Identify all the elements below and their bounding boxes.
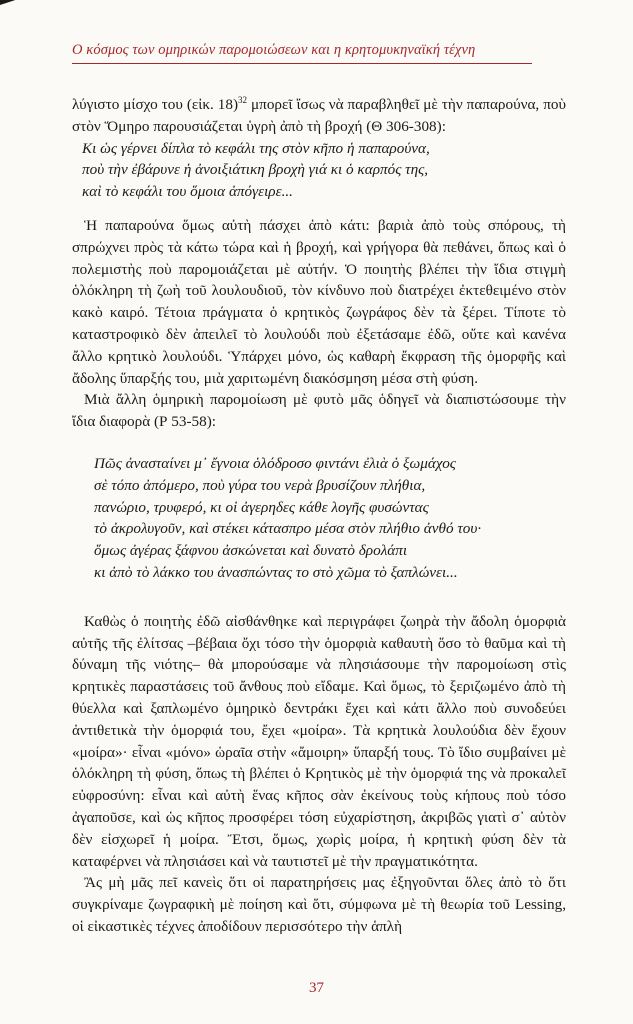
page-number: 37: [309, 980, 324, 996]
paragraph-1-rest: μπορεῖ ἴσως νὰ παραβληθεῖ μὲ τὴν παπαρούνα, ποὺ στὸν Ὅμηρο παρουσιάζεται ὑγρὴ ἀπὸ τὴ βροχή (Θ 306-308):: [72, 96, 566, 135]
paragraph-5: Ἂς μὴ μᾶς πεῖ κανεὶς ὅτι οἱ παρατηρήσεις μας ἐξηγοῦνται ὅλες ἀπὸ τὸ ὅτι συγκρίναμε ζωγραφικὴ μὲ ποίηση καὶ ὅτι, σύμφωνα μὲ τὴ θεωρία τοῦ Lessing, οἱ εἰκαστικὲς τέχνες ἀποδίδουν περισσότερο τὴν ἁπλὴ: [72, 874, 566, 935]
verse-line: πανώριο, τρυφερό, κι οἱ ἀγερηδες κάθε λογῆς φυσώντας: [94, 498, 429, 516]
paragraph-1: [72, 94, 566, 138]
paragraph-2: Ἡ παπαρούνα ὅμως αὐτὴ πάσχει ἀπὸ κάτι: βαριὰ ἀπὸ τοὺς σπόρους, τὴ σπρώχνει πρὸς τὰ κάτω τώρα καὶ ἡ βροχή, καὶ γρήγορα θὰ πεθάνει, ὅπως καὶ ὁ πολεμιστὴς ποὺ παρομοιάζεται μὲ αὐτήν. Ὁ ποιητὴς βλέπει τὴν ἴδια στιγμὴ ὁλόκληρη τὴ ζωὴ τοῦ λουλουδιοῦ, τὸν κίνδυνο ποὺ διατρέχει ἐκτεθειμένο στὸν κακὸ καιρό. Τέτοια πράγματα ὁ κρητικὸς ζωγράφος δὲν τὰ ξέρει. Τίποτε τὸ καταστροφικὸ δὲν ἀπειλεῖ τὸ λουλούδι ποὺ ἐξετάσαμε ἐδῶ, οὔτε καὶ κανένα ἄλλο κρητικὸ λουλούδι. Ὑπάρχει μόνο, ὡς καθαρὴ ἔκφραση τῆς ὁμορφῆς καὶ ἄδολης ὕπαρξής του, μιὰ χαριτωμένη διακόσμηση μέσα στὴ φύση.: [72, 216, 566, 387]
paragraph-4: Καθὼς ὁ ποιητὴς ἐδῶ αἰσθάνθηκε καὶ περιγράφει ζωηρὰ τὴν ἄδολη ὁμορφιὰ αὐτῆς τῆς ἐλίτσας –βέβαια ὄχι τόσο τὴν ὁμορφιὰ καθαυτὴ ὅσο τὸ θαῦμα καὶ τὴ δύναμη τῆς νιότης– θὰ μπορούσαμε νὰ πλησιάσουμε τὴν παρομοίωση στὶς κρητικὲς παραστάσεις τοῦ ἄνθους ποὺ εἴδαμε. Καὶ ὅμως, τὸ ξεριζωμένο ἀπὸ τὴ θύελλα καὶ ξαπλωμένο ὁμηρικὸ δεντράκι ἔχει καὶ κάτι ἄλλο ποὺ συνοδεύει ἀντιθετικὰ τὴν ὁμορφιά του, ἔχει «μοίρα». Τὰ κρητικὰ λουλούδια δὲν ἔχουν «μοίρα»· εἶναι «μόνο» ὡραῖα στὴν «ἄμοιρη» ὕπαρξή τους. Τὸ ἴδιο συμβαίνει μὲ ὁλόκληρη τὴ φύση, ὅπως τὴ βλέπει ὁ Κρητικὸς μὲ τὴν ὁμορφιά της νὰ προκαλεῖ εὐφροσύνη: εἶναι καὶ αὐτὴ ἕνας κῆπος σὰν ἐκείνους τοὺς κήπους ποὺ τόσο ἀγαποῦσε, καὶ ὡς κῆπος προσφέρει τόση εὐχαρίστηση, ἀκριβῶς γιατὶ σ᾿ αὐτὸν δὲν εἰσχωρεῖ ἡ μοίρα. Ἔτσι, ὅμως, χωρὶς μοίρα, ἡ κρητικὴ φύση δὲν τὰ καταφέρνει νὰ πλησιάσει καὶ νὰ ταυτιστεῖ μὲ τὴν πραγματικότητα.: [72, 612, 566, 870]
verse-line: ποὺ τὴν ἐβάρυνε ἡ ἀνοιξιάτικη βροχὴ γιά κι ὁ καρπός της,: [82, 161, 429, 179]
verse-line: τὸ ἀκρολυγοῦν, καὶ στέκει κάτασπρο μέσα στὸν πλήθιο ἀνθό του·: [94, 520, 482, 538]
page-body: [72, 94, 566, 938]
verse-line: καὶ τὸ κεφάλι του ὅμοια ἀπόγειρε...: [82, 183, 293, 201]
verse-line: κι ἀπὸ τὸ λάκκο του ἀνασπώντας το στὸ χῶμα τὸ ξαπλώνει...: [94, 563, 458, 581]
verse-quote-1: [82, 138, 566, 203]
verse-quote-2: [94, 453, 566, 584]
verse-line: σὲ τόπο ἀπόμερο, ποὺ γύρα του νερὰ βρυσίζουν πλήθια,: [94, 476, 426, 494]
verse-line: Πῶς ἀνασταίνει μ᾿ ἔγνοια ὁλόδροσο φιντάνι ἐλιὰ ὁ ξωμάχος: [94, 454, 456, 472]
running-header: Ο κόσμος των ομηρικών παρομοιώσεων και η κρητομυκηναϊκή τέχνη: [72, 42, 476, 58]
verse-line: ὅμως ἀγέρας ξάφνου ἀσκώνεται καὶ δυνατὸ δρολάπι: [94, 542, 408, 560]
footnote-ref: 32: [238, 94, 248, 105]
corner-mark: [0, 0, 22, 5]
paragraph-1-start: λύγιστο μίσχο του (εἰκ. 18): [72, 96, 239, 113]
paragraph-3: Μιὰ ἄλλη ὁμηρικὴ παρομοίωση μὲ φυτὸ μᾶς ὁδηγεῖ νὰ διαπιστώσουμε τὴν ἴδια διαφορὰ (Ρ 53-58):: [72, 391, 566, 431]
verse-line: Κι ὡς γέρνει δίπλα τὸ κεφάλι της στὸν κῆπο ἡ παπαρούνα,: [82, 139, 430, 157]
header-rule: [72, 63, 532, 64]
